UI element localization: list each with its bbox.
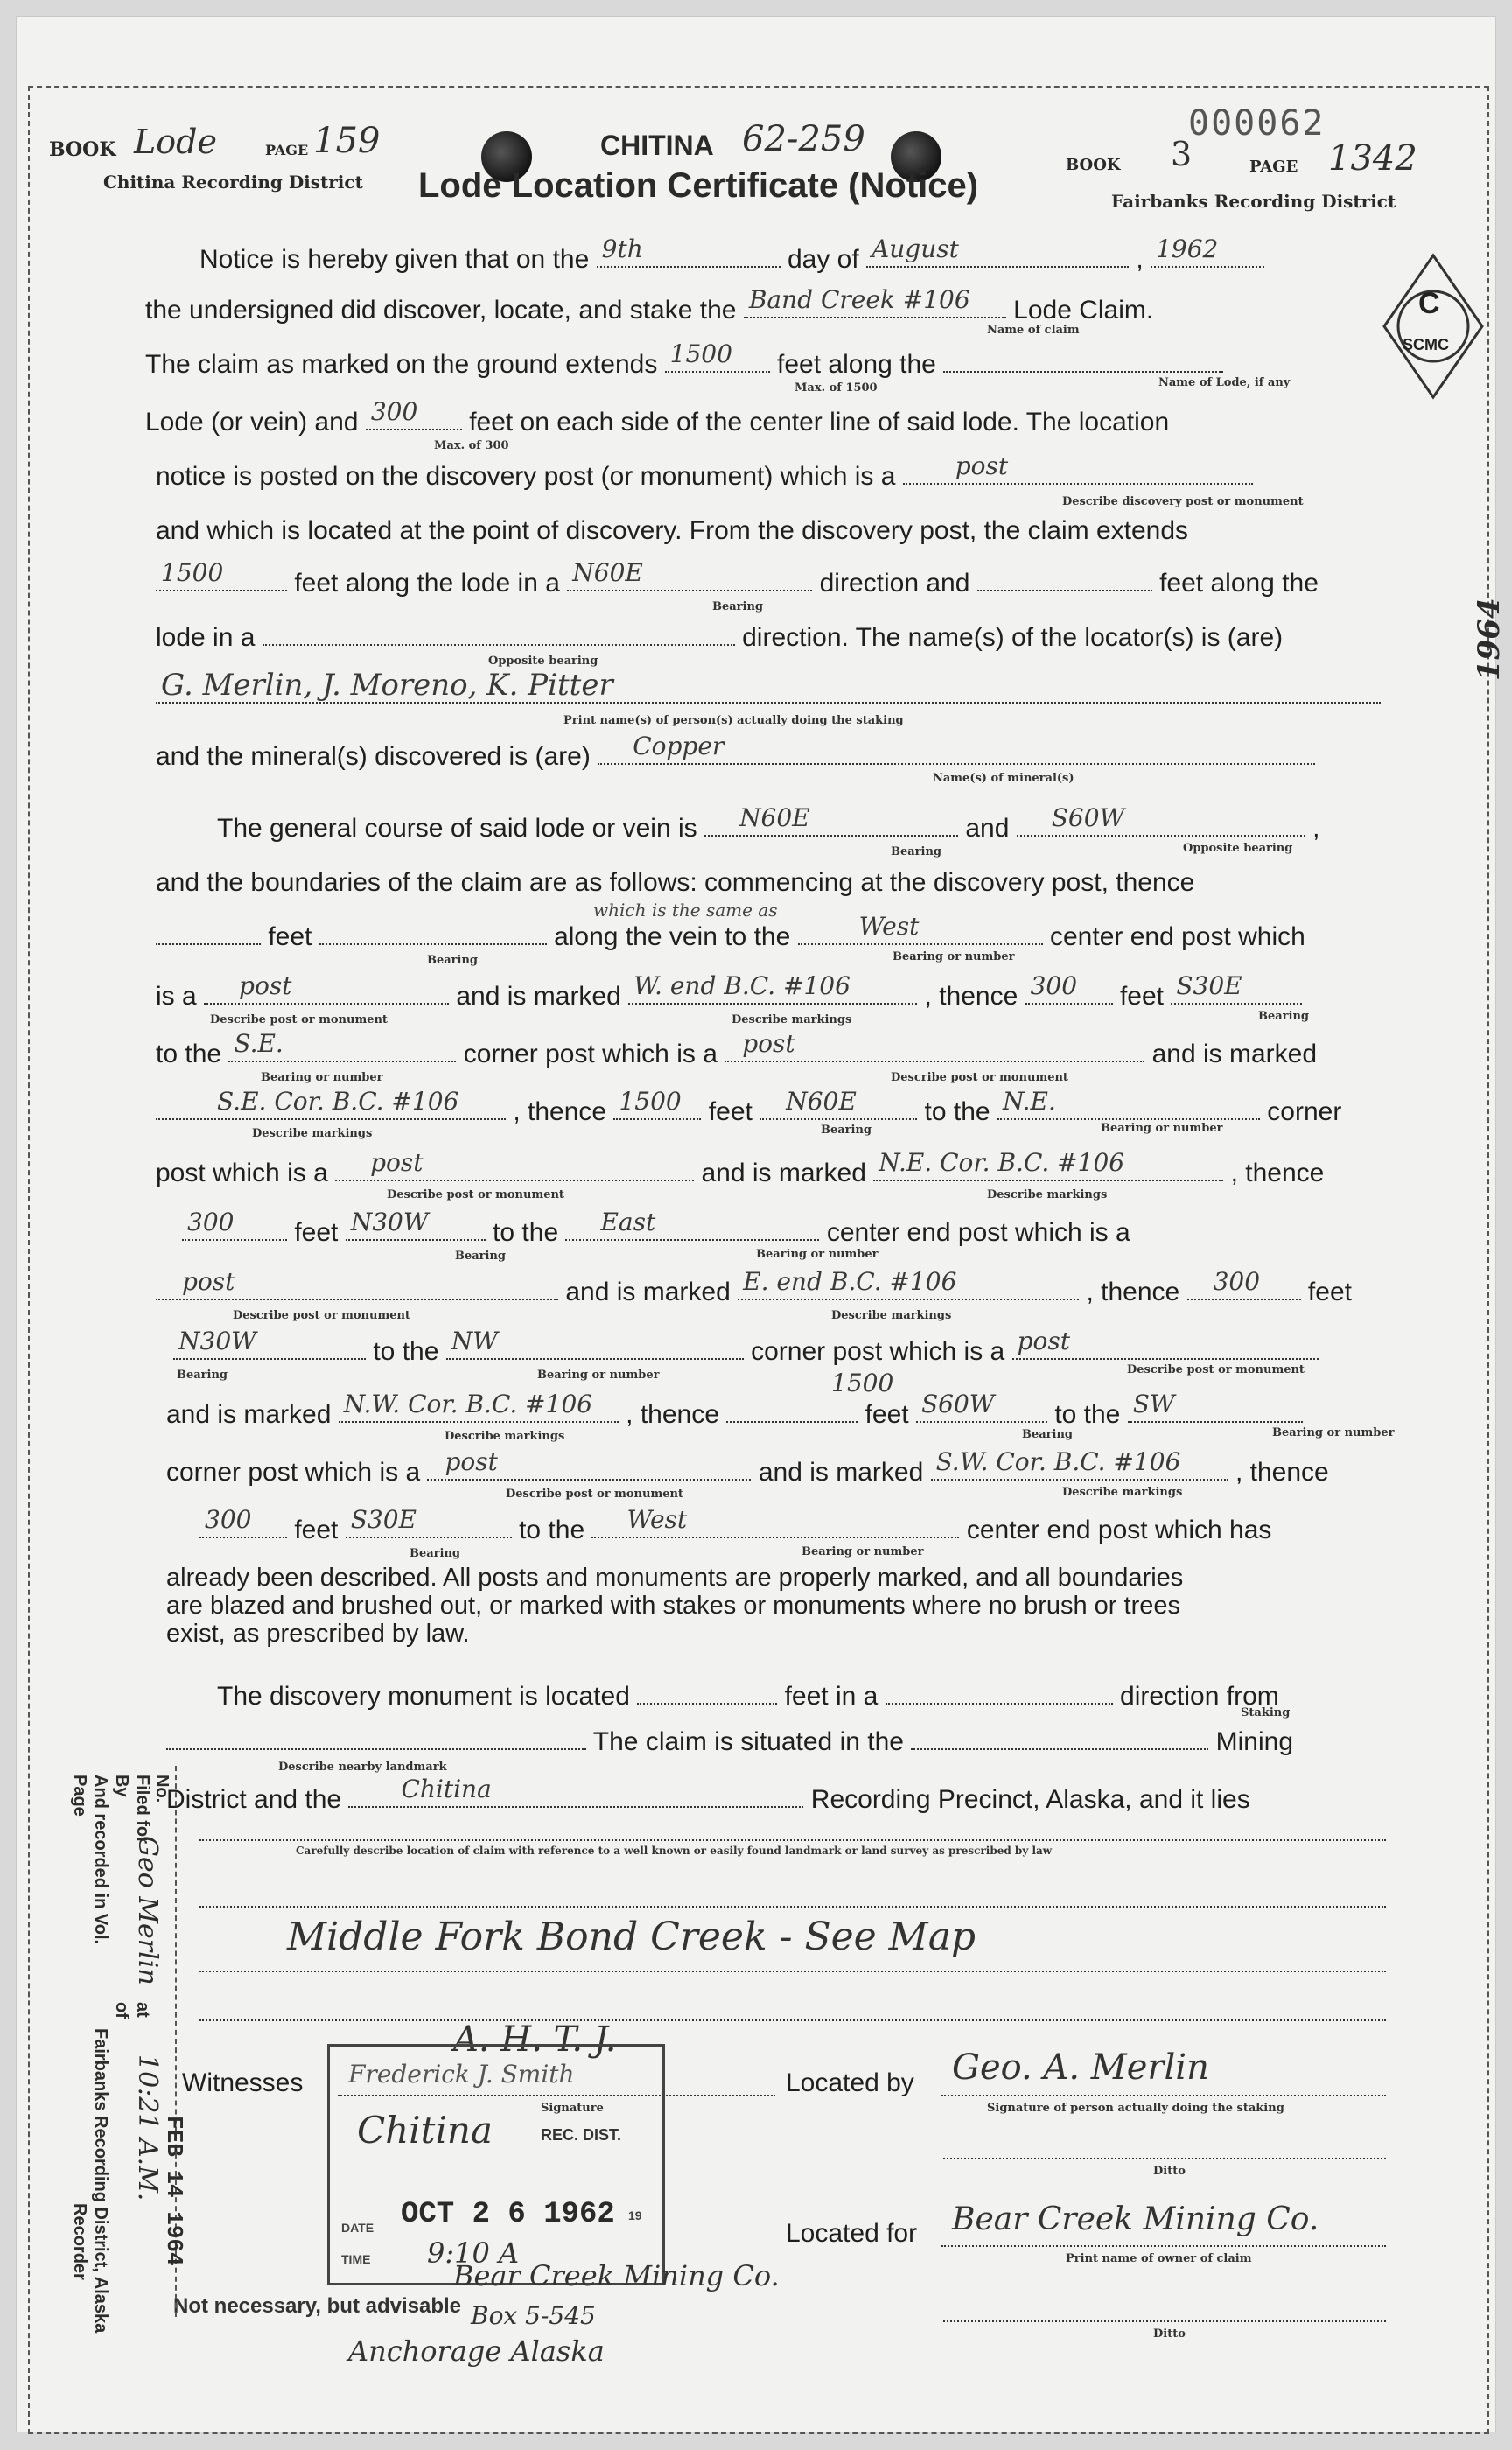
sw-post-value: post — [444, 1447, 498, 1476]
owner-address-3: Anchorage Alaska — [348, 2334, 605, 2368]
l11-text-a: The general course of said lode or vein is — [217, 814, 697, 843]
se-bearing-value: N60E — [786, 1087, 857, 1116]
location-line-4[interactable] — [200, 2020, 1386, 2021]
page-value: 159 — [313, 121, 381, 161]
l13-note: which is the same as — [593, 900, 778, 920]
ne-bearing-value: N30W — [350, 1208, 429, 1236]
cap-desc-discovery: Describe discovery post or monument — [1062, 495, 1304, 508]
se-mark-value: S.E. Cor. B.C. #106 — [217, 1087, 459, 1116]
side-time-value: 10:21 A.M. — [132, 2054, 163, 2202]
line-3 — [145, 340, 1223, 380]
l21-text-a: and is marked — [166, 1400, 332, 1429]
line-21 — [166, 1390, 1303, 1430]
cap-name-claim: Name of claim — [987, 324, 1080, 337]
nw-to-field[interactable] — [446, 1326, 744, 1360]
l22-text-c: thence — [1250, 1458, 1329, 1487]
nw-bearing2-value: S60W — [920, 1390, 995, 1418]
course-opposite-field[interactable] — [1017, 803, 1306, 836]
book-label: BOOK — [49, 138, 116, 161]
precinct-field[interactable] — [348, 1774, 803, 1808]
l23-text-b: to the — [519, 1516, 585, 1544]
mineral-value: Copper — [633, 732, 724, 760]
east-to-field[interactable] — [565, 1208, 819, 1241]
cap-opposite1: Opposite bearing — [488, 654, 598, 668]
page-label: PAGE — [265, 142, 309, 158]
right-book-label: BOOK — [1066, 156, 1121, 174]
course-opposite-value: S60W — [1051, 803, 1125, 832]
witnesses-label: Witnesses — [182, 2068, 304, 2097]
west-mark-value: W. end B.C. #106 — [634, 971, 850, 1000]
locator-names-value: G. Merlin, J. Moreno, K. Pitter — [161, 668, 613, 703]
sw-bearing-field[interactable] — [346, 1505, 512, 1538]
east-post-value: post — [182, 1267, 235, 1296]
l16-text-d: corner — [1267, 1097, 1342, 1126]
l13-text-b: along the vein to the — [554, 922, 791, 951]
ne-thence-feet-field[interactable] — [182, 1208, 287, 1241]
l7-text-b: direction and — [819, 569, 970, 598]
nw-bearing-value: N30W — [178, 1326, 256, 1355]
sw-to-field[interactable] — [1128, 1390, 1303, 1423]
vein-feet-field[interactable] — [156, 920, 261, 945]
cap-desc-post2: Describe post or monument — [891, 1071, 1068, 1084]
l17-text-a: post which is a — [156, 1158, 328, 1187]
l19-text-a: and is marked — [565, 1278, 731, 1306]
side-page: Page — [70, 1774, 89, 1816]
l1-text-b: day of — [787, 245, 859, 274]
line-10 — [156, 732, 1315, 772]
stamp-date-label: DATE — [341, 2221, 374, 2235]
sw-to-value: SW — [1132, 1390, 1175, 1418]
cap-bearing4: Bearing — [1258, 1010, 1310, 1023]
ne-mark-field[interactable] — [873, 1148, 1223, 1181]
stamp-year-suffix: 19 — [628, 2208, 642, 2222]
cap-bearing6: Bearing — [455, 1250, 507, 1263]
owner-address-2: Box 5-545 — [471, 2301, 596, 2330]
month-value: August — [872, 234, 959, 263]
cap-landmark: Describe nearby landmark — [278, 1760, 447, 1774]
l21-comma: , — [626, 1400, 634, 1429]
l23-text-a: feet — [294, 1516, 339, 1544]
l14-text-d: feet — [1119, 982, 1164, 1011]
line-19 — [156, 1267, 1352, 1307]
l8-text-b: direction. The name(s) of the locator(s) is (are) — [742, 623, 1284, 652]
line-6: and which is located at the point of discovery. From the discovery post, the claim extends — [156, 516, 1189, 545]
located-for-name: Bear Creek Mining Co. — [952, 2202, 1320, 2237]
l3-text-b: feet along the — [777, 350, 936, 379]
l16-comma: , — [513, 1097, 521, 1126]
west-mark-field[interactable] — [628, 971, 917, 1004]
l7-text-a: feet along the lode in a — [294, 569, 560, 598]
l21-text-c: feet — [864, 1400, 909, 1429]
side-of: of — [112, 2002, 131, 2019]
line-12: and the boundaries of the claim are as follows: commencing at the discovery post, thence — [156, 868, 1195, 897]
se-thence-feet-value: 1500 — [619, 1087, 682, 1116]
l19-text-b: thence — [1101, 1278, 1180, 1306]
cap-desc-mark1: Describe markings — [732, 1013, 852, 1026]
nw-post-field[interactable] — [1012, 1326, 1319, 1360]
l1-text-a: Notice is hereby given that on the — [200, 245, 590, 274]
stamp-date: OCT 2 6 1962 — [401, 2198, 615, 2231]
l21-feet-above: 1500 — [831, 1368, 894, 1397]
line-4 — [145, 397, 1170, 438]
l11-comma: , — [1312, 814, 1320, 843]
line-15 — [156, 1029, 1318, 1069]
cap-bon2: Bearing or number — [261, 1071, 383, 1084]
lode-feet2-field[interactable] — [977, 567, 1152, 592]
se-to-value: S.E. — [234, 1029, 284, 1058]
se-thence-feet-field[interactable] — [613, 1087, 701, 1120]
cap-desc-mark4: Describe markings — [831, 1309, 952, 1322]
located-by-label: Located by — [786, 2068, 914, 2097]
cap-desc-post1: Describe post or monument — [210, 1013, 388, 1026]
located-for-ditto-line[interactable] — [943, 2320, 1386, 2322]
para-line-1: already been described. All posts and monuments are properly marked, and all boundaries — [166, 1564, 1184, 1592]
vein-bearing-field[interactable] — [319, 920, 547, 945]
l17-comma: , — [1230, 1158, 1238, 1187]
ne-mark-value: N.E. Cor. B.C. #106 — [878, 1148, 1125, 1177]
cap-desc-mark6: Describe markings — [1062, 1486, 1183, 1499]
l21-text-b: thence — [640, 1400, 719, 1429]
side-filed-for: Filed for — [133, 1774, 152, 1844]
line-17 — [156, 1148, 1325, 1188]
cap-name-lode: Name of Lode, if any — [1158, 376, 1291, 389]
cap-bon7: Bearing or number — [802, 1545, 924, 1558]
se-post-value: post — [742, 1029, 795, 1058]
location-desc: Middle Fork Bond Creek - See Map — [287, 1914, 976, 1959]
nw-bearing-field[interactable] — [173, 1326, 366, 1360]
location-line-3[interactable] — [200, 1970, 1386, 1972]
cap-max300: Max. of 300 — [434, 439, 509, 452]
location-line-1[interactable] — [200, 1839, 1386, 1841]
stamp-time-label: TIME — [341, 2252, 371, 2266]
line-23 — [200, 1505, 1272, 1545]
discovery-direction-field[interactable] — [886, 1680, 1113, 1704]
day-field[interactable] — [597, 234, 780, 268]
line-22 — [166, 1447, 1329, 1488]
ne-to-field[interactable] — [998, 1087, 1260, 1120]
located-by-line[interactable] — [942, 2095, 1386, 2096]
cap-print-owner: Print name of owner of claim — [1066, 2252, 1252, 2265]
line-18 — [182, 1208, 1130, 1248]
l18-text-b: to the — [493, 1218, 559, 1247]
l4-text-a: Lode (or vein) and — [145, 408, 359, 437]
ne-post-field[interactable] — [335, 1148, 694, 1181]
side-no: No. — [152, 1774, 172, 1803]
se-bearing-field[interactable] — [760, 1087, 917, 1120]
cap-bearing3: Bearing — [427, 954, 479, 967]
course-bearing-field[interactable] — [704, 803, 958, 836]
year-value: 1962 — [1156, 234, 1219, 263]
discovery-post-field[interactable] — [903, 452, 1253, 485]
cap-desc-post5: Describe post or monument — [1127, 1363, 1305, 1376]
sw-thence-feet-value: 300 — [205, 1505, 252, 1534]
side-by: By — [112, 1774, 131, 1797]
l2-text-a: the undersigned did discover, locate, and stake the — [145, 296, 737, 325]
side-width-field[interactable] — [366, 397, 462, 430]
line-2 — [145, 285, 1154, 326]
discovery-line-1 — [217, 1680, 1279, 1712]
east-thence-feet-value: 300 — [1213, 1267, 1261, 1296]
l18-text-a: feet — [294, 1218, 339, 1247]
claim-name-value: Band Creek #106 — [748, 285, 970, 314]
l8-text-a: lode in a — [156, 623, 256, 652]
cap-bearing-or-number1: Bearing or number — [892, 950, 1015, 963]
stamp-time: 9:10 A — [427, 2236, 520, 2270]
sw-bearing-value: S30E — [350, 1505, 416, 1534]
cap-bon4: Bearing or number — [756, 1248, 878, 1261]
certificate-sheet — [16, 16, 1507, 2432]
line-9 — [156, 668, 1381, 710]
l13-text-c: center end post which — [1049, 922, 1306, 951]
mining-district-field[interactable] — [911, 1726, 1208, 1750]
line-8 — [156, 621, 1283, 653]
opposite-bearing-field[interactable] — [262, 621, 735, 646]
witness-signature: Frederick J. Smith — [348, 2060, 575, 2089]
lode-feet-field[interactable] — [156, 558, 287, 592]
cap-desc-post3: Describe post or monument — [387, 1188, 564, 1201]
d1-text-c: direction from — [1120, 1682, 1279, 1711]
lode-feet-value: 1500 — [161, 558, 224, 587]
l19-comma: , — [1086, 1278, 1094, 1306]
l14-text-a: is a — [156, 982, 197, 1011]
claim-length-field[interactable] — [665, 340, 770, 373]
sw-mark-field[interactable] — [931, 1447, 1228, 1480]
page-title: Lode Location Certificate (Notice) — [418, 166, 979, 205]
chitina-number: 62-259 — [742, 119, 865, 159]
l19-text-c: feet — [1307, 1278, 1352, 1306]
l4-text-b: feet on each side of the center line of said lode. The location — [469, 408, 1170, 437]
l23-text-c: center end post which has — [966, 1516, 1272, 1544]
l16-text-a: thence — [528, 1097, 607, 1126]
cap-carefully: Carefully describe location of claim with reference to a well known or easily found landmark or land survey as prescribed by law — [296, 1844, 1053, 1857]
cap-minerals: Name(s) of mineral(s) — [933, 772, 1074, 785]
se-mark-field[interactable] — [156, 1087, 506, 1120]
cap-ditto2: Ditto — [1153, 2328, 1186, 2341]
east-mark-field[interactable] — [738, 1267, 1079, 1300]
sw-thence-feet-field[interactable] — [200, 1505, 287, 1538]
cap-desc-mark3: Describe markings — [987, 1188, 1108, 1201]
located-for-label: Located for — [786, 2219, 918, 2248]
east-thence-feet-field[interactable] — [1187, 1267, 1301, 1300]
l11-text-b: and — [965, 814, 1010, 843]
side-fairbanks: Fairbanks Recording District, Alaska — [91, 2028, 110, 2334]
discovery-post-value: post — [955, 452, 1009, 480]
cap-desc-post6: Describe post or monument — [506, 1488, 683, 1501]
witness-top: A. H. T. J. — [453, 2020, 617, 2060]
l16-text-b: feet — [708, 1097, 752, 1126]
located-by-ditto-line[interactable] — [943, 2158, 1386, 2160]
cap-bon6: Bearing or number — [1272, 1426, 1395, 1439]
l3-text-a: The claim as marked on the ground extends — [145, 350, 658, 379]
nw-bearing2-field[interactable] — [916, 1390, 1047, 1423]
discovery-feet-field[interactable] — [637, 1680, 777, 1704]
locator-names-field[interactable] — [156, 668, 1381, 704]
ne-to-value: N.E. — [1002, 1087, 1056, 1116]
d3-text-a: District and the — [166, 1785, 342, 1814]
west-bearing-value: S30E — [1176, 971, 1242, 1000]
nw-mark-field[interactable] — [339, 1390, 619, 1423]
l17-text-b: and is marked — [701, 1158, 866, 1187]
chitina-label: CHITINA — [600, 130, 714, 161]
west-return-value: West — [626, 1505, 688, 1534]
l22-text-b: and is marked — [758, 1458, 924, 1487]
east-to-value: East — [600, 1208, 656, 1236]
nw-thence-feet-field[interactable] — [726, 1398, 858, 1423]
right-stamp-number: 000062 — [1188, 103, 1326, 144]
side-width-value: 300 — [370, 397, 418, 426]
d1-text-a: The discovery monument is located — [217, 1682, 630, 1711]
line-20 — [173, 1326, 1319, 1367]
cap-desc-mark5: Describe markings — [444, 1430, 565, 1443]
l22-text-a: corner post which is a — [166, 1458, 421, 1487]
l1-comma: , — [1136, 245, 1144, 274]
lode-bearing-field[interactable] — [567, 558, 812, 592]
d3-text-b: Recording Precinct, Alaska, and it lies — [810, 1785, 1250, 1814]
cap-max1500: Max. of 1500 — [794, 382, 878, 395]
l15-text-b: corner post which is a — [463, 1040, 718, 1068]
side-date-value: FEB 14 1964 — [161, 2116, 187, 2266]
l20-text-b: corner post which is a — [751, 1337, 1005, 1366]
fairbanks-district: Fairbanks Recording District — [1111, 191, 1396, 212]
l14-text-b: and is marked — [456, 982, 621, 1011]
line-13 — [156, 912, 1306, 952]
right-vertical-note: 1964 — [1472, 598, 1507, 681]
cap-bon3: Bearing or number — [1101, 1122, 1223, 1135]
l10-text-a: and the mineral(s) discovered is (are) — [156, 742, 591, 771]
month-field[interactable] — [866, 234, 1129, 268]
line-5 — [156, 452, 1253, 492]
cap-bon5: Bearing or number — [537, 1368, 660, 1382]
side-recorder: Recorder — [70, 2203, 89, 2280]
cap-bearing5: Bearing — [821, 1124, 872, 1137]
cap-opposite2: Opposite bearing — [1183, 842, 1293, 855]
claim-name-field[interactable] — [744, 285, 1006, 318]
day-value: 9th — [601, 234, 643, 263]
l15-text-c: and is marked — [1152, 1040, 1318, 1068]
west-return-field[interactable] — [592, 1505, 959, 1538]
line-7 — [156, 558, 1319, 598]
year-field[interactable] — [1151, 234, 1264, 268]
seal-letter: C — [1418, 287, 1440, 320]
precinct-value: Chitina — [401, 1774, 492, 1803]
book-value: Lode — [134, 122, 217, 161]
seal-diamond-icon — [1381, 252, 1486, 401]
l2-text-b: Lode Claim. — [1013, 296, 1154, 325]
se-to-field[interactable] — [228, 1029, 456, 1062]
east-mark-value: E. end B.C. #106 — [743, 1267, 957, 1296]
para-line-2: are blazed and brushed out, or marked with stakes or monuments where no brush or trees — [166, 1592, 1180, 1620]
lode-bearing-value: N60E — [572, 558, 643, 587]
line-1 — [200, 234, 1264, 275]
line-14 — [156, 971, 1302, 1012]
recording-district: Chitina Recording District — [103, 172, 363, 192]
seal-text: SCMC — [1403, 336, 1449, 354]
side-filed-for-value: Geo Merlin — [132, 1836, 163, 1985]
vein-to-value: West — [858, 912, 920, 941]
cap-bearing9: Bearing — [410, 1547, 461, 1560]
cap-sig-person: Signature of person actually doing the staking — [987, 2102, 1284, 2115]
l14-comma: , — [924, 982, 932, 1011]
l21-text-d: to the — [1054, 1400, 1121, 1429]
cap-print-names: Print name(s) of person(s) actually doing the staking — [564, 714, 904, 727]
cap-bearing8: Bearing — [1022, 1428, 1074, 1441]
ne-post-value: post — [370, 1148, 424, 1177]
lode-name-field[interactable] — [943, 348, 1223, 373]
l14-text-c: thence — [939, 982, 1018, 1011]
l17-text-c: thence — [1245, 1158, 1325, 1187]
cap-bearing1: Bearing — [712, 600, 764, 613]
l16-text-c: to the — [924, 1097, 990, 1126]
l7-text-c: feet along the — [1159, 569, 1319, 598]
stamp-place: Chitina — [357, 2109, 494, 2152]
cap-staking: Staking — [1241, 1706, 1291, 1719]
line-11 — [217, 803, 1320, 844]
l20-text-a: to the — [373, 1337, 439, 1366]
vein-to-field[interactable] — [798, 912, 1043, 945]
ne-bearing-field[interactable] — [346, 1208, 486, 1241]
not-necessary-note: Not necessary, but advisable — [173, 2294, 462, 2318]
l15-text-a: to the — [156, 1040, 222, 1068]
west-post-value: post — [239, 971, 292, 1000]
se-post-field[interactable] — [724, 1029, 1144, 1062]
ne-thence-feet-value: 300 — [187, 1208, 234, 1236]
west-post-field[interactable] — [204, 971, 449, 1004]
d2-text-b: Mining — [1215, 1727, 1294, 1756]
west-thence-feet-value: 300 — [1030, 971, 1078, 1000]
stamp-rec-dist: REC. DIST. — [541, 2126, 622, 2144]
cap-signature: Signature — [541, 2102, 604, 2115]
located-by-signature: Geo. A. Merlin — [952, 2048, 1209, 2088]
east-post-field[interactable] — [156, 1267, 558, 1300]
discovery-line-3 — [166, 1774, 1250, 1815]
sw-post-field[interactable] — [427, 1447, 751, 1480]
right-page-label: PAGE — [1250, 158, 1298, 176]
west-bearing-field[interactable] — [1171, 971, 1302, 1004]
side-at: at — [133, 2002, 152, 2018]
course-bearing-value: N60E — [739, 803, 810, 832]
sw-mark-value: S.W. Cor. B.C. #106 — [935, 1447, 1181, 1476]
d1-text-b: feet in a — [784, 1682, 878, 1711]
right-book-value: 3 — [1171, 135, 1193, 173]
cap-desc-post4: Describe post or monument — [233, 1309, 410, 1322]
nw-post-value: post — [1017, 1326, 1070, 1355]
mineral-field[interactable] — [598, 732, 1315, 765]
l5-text-a: notice is posted on the discovery post (or monument) which is a — [156, 462, 896, 491]
nw-mark-value: N.W. Cor. B.C. #106 — [343, 1390, 593, 1418]
side-and-recorded: And recorded in Vol. — [91, 1774, 110, 1945]
cap-desc-mark2: Describe markings — [252, 1127, 373, 1140]
l18-text-c: center end post which is a — [826, 1218, 1130, 1247]
cap-ditto1: Ditto — [1153, 2165, 1186, 2178]
west-thence-feet-field[interactable] — [1026, 971, 1113, 1004]
right-page-value: 1342 — [1328, 138, 1418, 178]
location-line-2[interactable] — [200, 1906, 1386, 1908]
claim-length-value: 1500 — [669, 340, 732, 368]
cap-bearing2: Bearing — [891, 845, 942, 858]
discovery-line-2 — [166, 1726, 1293, 1757]
para-line-3: exist, as prescribed by law. — [166, 1620, 470, 1648]
cap-bearing7: Bearing — [177, 1368, 228, 1382]
nw-to-value: NW — [451, 1326, 499, 1355]
d2-text-a: The claim is situated in the — [592, 1727, 904, 1756]
l13-text-a: feet — [268, 922, 312, 951]
located-for-line[interactable] — [942, 2245, 1386, 2247]
landmark-field[interactable] — [166, 1726, 586, 1750]
owner-address-1: Bear Creek Mining Co. — [453, 2259, 780, 2292]
l22-comma: , — [1235, 1458, 1243, 1487]
